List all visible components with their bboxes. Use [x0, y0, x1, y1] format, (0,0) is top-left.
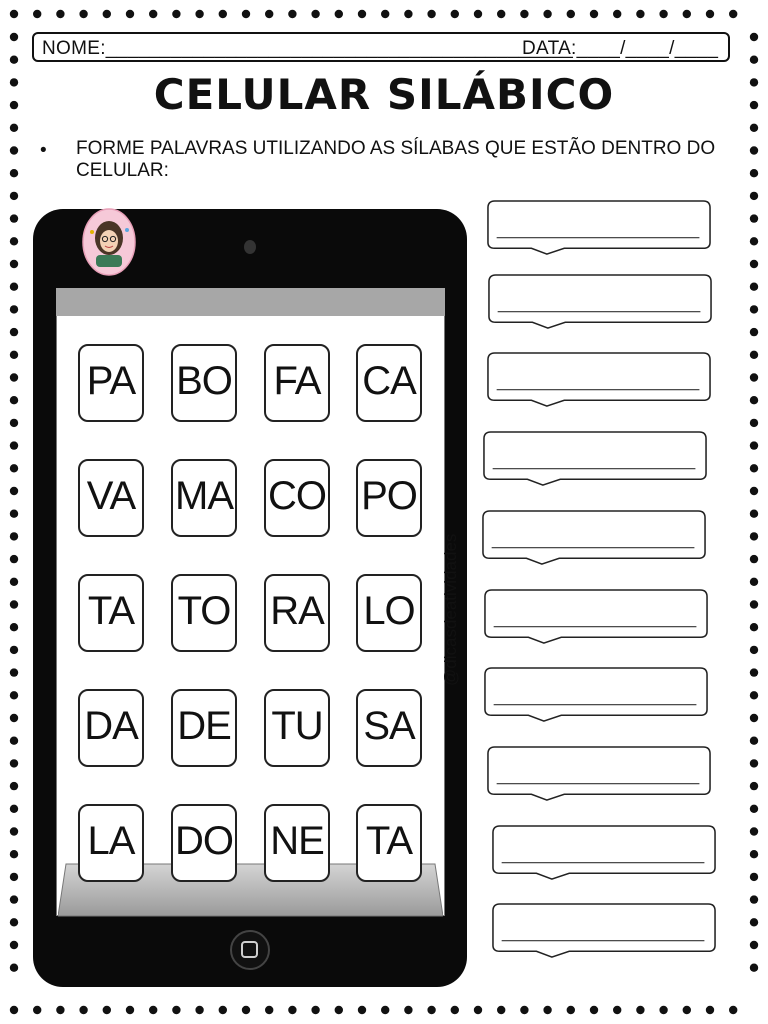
syllable-tile[interactable]: TA [356, 804, 422, 882]
answer-box[interactable] [489, 825, 719, 881]
status-bar [56, 288, 445, 316]
syllable-tile[interactable]: NE [264, 804, 330, 882]
syllable-tile[interactable]: CA [356, 344, 422, 422]
syllable-tile[interactable]: VA [78, 459, 144, 537]
header-box [32, 32, 730, 62]
syllable-tile[interactable]: DE [171, 689, 237, 767]
syllable-tile[interactable]: SA [356, 689, 422, 767]
syllable-tile[interactable]: BO [171, 344, 237, 422]
bullet-icon: • [40, 140, 47, 161]
answer-box[interactable] [484, 352, 714, 408]
answer-box[interactable] [479, 510, 709, 566]
answer-box[interactable] [485, 274, 715, 330]
syllable-tile[interactable]: LO [356, 574, 422, 652]
syllable-tile[interactable]: TA [78, 574, 144, 652]
syllable-tile[interactable]: PO [356, 459, 422, 537]
syllable-tile[interactable]: DA [78, 689, 144, 767]
watermark: @dicasdeatividades [441, 533, 460, 686]
answer-box[interactable] [481, 667, 711, 723]
camera-icon [244, 240, 256, 254]
syllable-tile[interactable]: RA [264, 574, 330, 652]
syllable-tile[interactable]: FA [264, 344, 330, 422]
answer-box[interactable] [484, 200, 714, 256]
answer-box[interactable] [484, 746, 714, 802]
syllable-tile[interactable]: PA [78, 344, 144, 422]
instruction-text: FORME PALAVRAS UTILIZANDO AS SÍLABAS QUE ESTÃO DENTRO DO CELULAR: [76, 138, 716, 181]
name-field-label[interactable]: NOME:___________________________________________ [42, 38, 574, 59]
syllable-tile[interactable]: MA [171, 459, 237, 537]
syllable-tile[interactable]: TU [264, 689, 330, 767]
date-field-label[interactable]: DATA:____/____/____ [522, 38, 719, 59]
answer-box[interactable] [489, 903, 719, 959]
page-title: CELULAR SILÁBICO [153, 70, 615, 119]
syllable-tile[interactable]: CO [264, 459, 330, 537]
answer-box[interactable] [480, 431, 710, 487]
answer-box[interactable] [481, 589, 711, 645]
syllable-tile[interactable]: LA [78, 804, 144, 882]
avatar-logo-icon [82, 208, 136, 276]
syllable-tile[interactable]: TO [171, 574, 237, 652]
home-square-icon [241, 941, 258, 958]
syllable-tile[interactable]: DO [171, 804, 237, 882]
